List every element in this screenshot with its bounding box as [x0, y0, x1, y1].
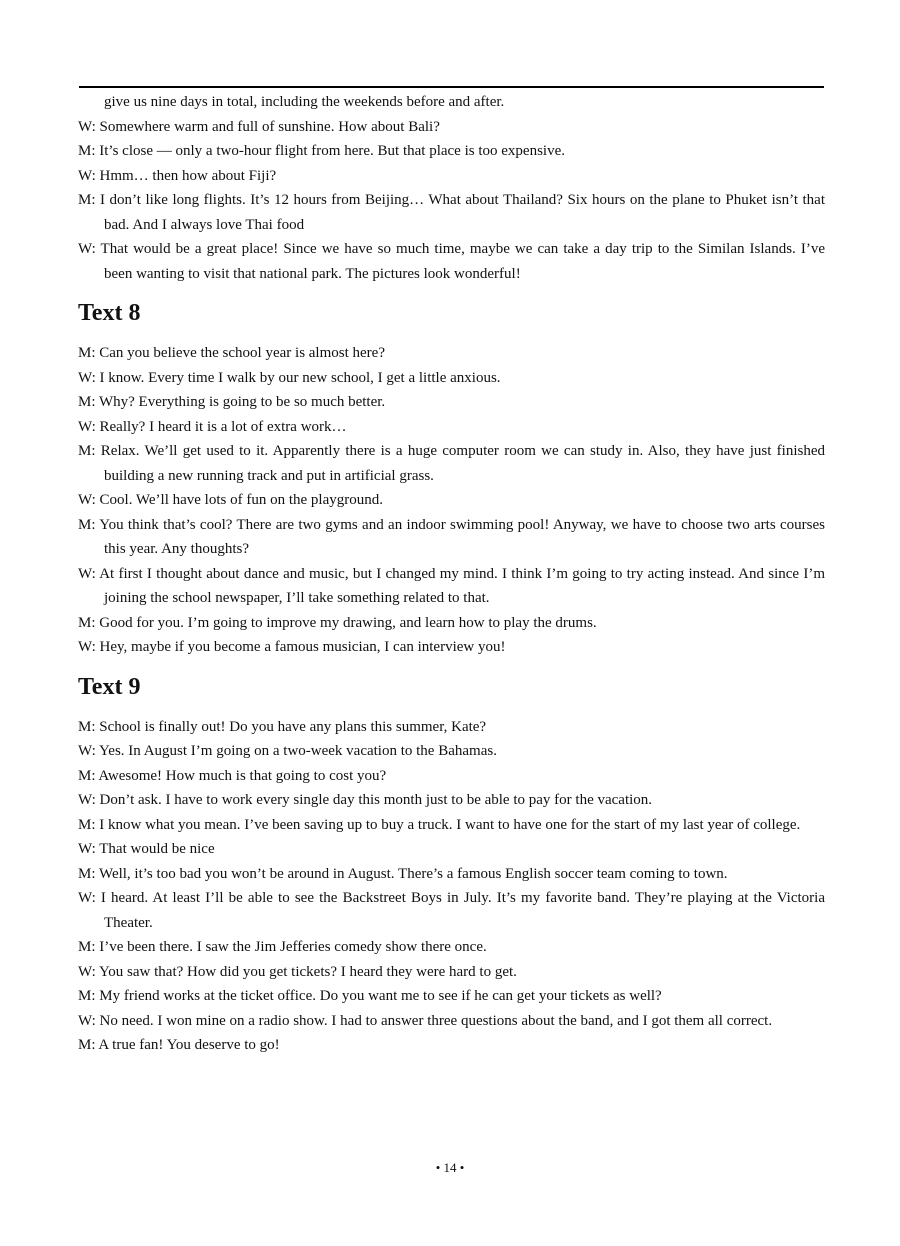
dialogue-line: M: You think that’s cool? There are two gyms and an indoor swimming pool! Anyway, we have to choose two arts courses this year. Any thoughts? [78, 516, 825, 557]
section-heading-text-9: Text 9 [78, 673, 141, 700]
dialogue-line: M: A true fan! You deserve to go! [78, 1037, 280, 1053]
dialogue-line: W: I heard. At least I’ll be able to see the Backstreet Boys in July. It’s my favorite band. They’re playing at the Victoria Theater. [78, 890, 825, 931]
dialogue-line: W: You saw that? How did you get tickets? I heard they were hard to get. [78, 963, 517, 980]
dialogue-line: W: Hey, maybe if you become a famous musician, I can interview you! [78, 639, 506, 655]
dialogue-line: W: Cool. We’ll have lots of fun on the playground. [78, 492, 383, 508]
dialogue-line: M: I know what you mean. I’ve been saving up to buy a truck. I want to have one for the start of my last year of college. [78, 816, 801, 833]
dialogue-line: W: Yes. In August I’m going on a two-week vacation to the Bahamas. [78, 743, 497, 759]
dialogue-line: W: Really? I heard it is a lot of extra work… [78, 418, 347, 435]
header-rule [79, 86, 824, 88]
dialogue-line: W: Somewhere warm and full of sunshine. How about Bali? [78, 118, 440, 135]
dialogue-line: M: Good for you. I’m going to improve my drawing, and learn how to play the drums. [78, 614, 597, 631]
dialogue-line: W: That would be nice [78, 841, 215, 857]
dialogue-line: M: School is finally out! Do you have any plans this summer, Kate? [78, 718, 487, 735]
text-9-dialogue [78, 715, 825, 1058]
dialogue-line: M: Why? Everything is going to be so much better. [78, 394, 386, 410]
dialogue-line: M: Well, it’s too bad you won’t be around in August. There’s a famous English soccer team coming to town. [78, 865, 728, 882]
dialogue-line: W: Hmm… then how about Fiji? [78, 167, 277, 184]
dialogue-line: W: Don’t ask. I have to work every single day this month just to be able to pay for the vacation. [78, 792, 653, 808]
dialogue-line: M: I don’t like long flights. It’s 12 hours from Beijing… What about Thailand? Six hours on the plane to Phuket isn’t that bad. And I always love Thai food [78, 192, 825, 233]
dialogue-line: M: Can you believe the school year is almost here? [78, 345, 385, 361]
dialogue-line: M: I’ve been there. I saw the Jim Jefferies comedy show there once. [78, 939, 487, 955]
section-heading-text-8: Text 8 [78, 300, 141, 326]
dialogue-line: M: It’s close — only a two-hour flight from here. But that place is too expensive. [78, 143, 565, 159]
dialogue-line: W: No need. I won mine on a radio show. I had to answer three questions about the band, and I got them all correct. [78, 1012, 773, 1029]
dialogue-line: M: Relax. We’ll get used to it. Apparently there is a huge computer room we can study in. Also, they have just finished building a new running track and put in artificial grass. [78, 443, 825, 484]
page-number: • 14 • [435, 1160, 465, 1175]
dialogue-line: M: My friend works at the ticket office. Do you want me to see if he can get your tickets as well? [78, 988, 662, 1004]
document-body [78, 90, 825, 1058]
dialogue-line: W: I know. Every time I walk by our new school, I get a little anxious. [78, 369, 501, 386]
dialogue-line: W: That would be a great place! Since we have so much time, maybe we can take a day trip to the Similan Islands. I’ve been wanting to visit that national park. The pictures look wonderful! [78, 241, 825, 282]
dialogue-line: M: Awesome! How much is that going to cost you? [78, 767, 387, 784]
dialogue-line: give us nine days in total, including the weekends before and after. [104, 94, 505, 110]
dialogue-line: W: At first I thought about dance and music, but I changed my mind. I think I’m going to try acting instead. And since I’m joining the school newspaper, I’ll take something related to that. [78, 565, 825, 606]
text-8-dialogue [78, 341, 825, 660]
